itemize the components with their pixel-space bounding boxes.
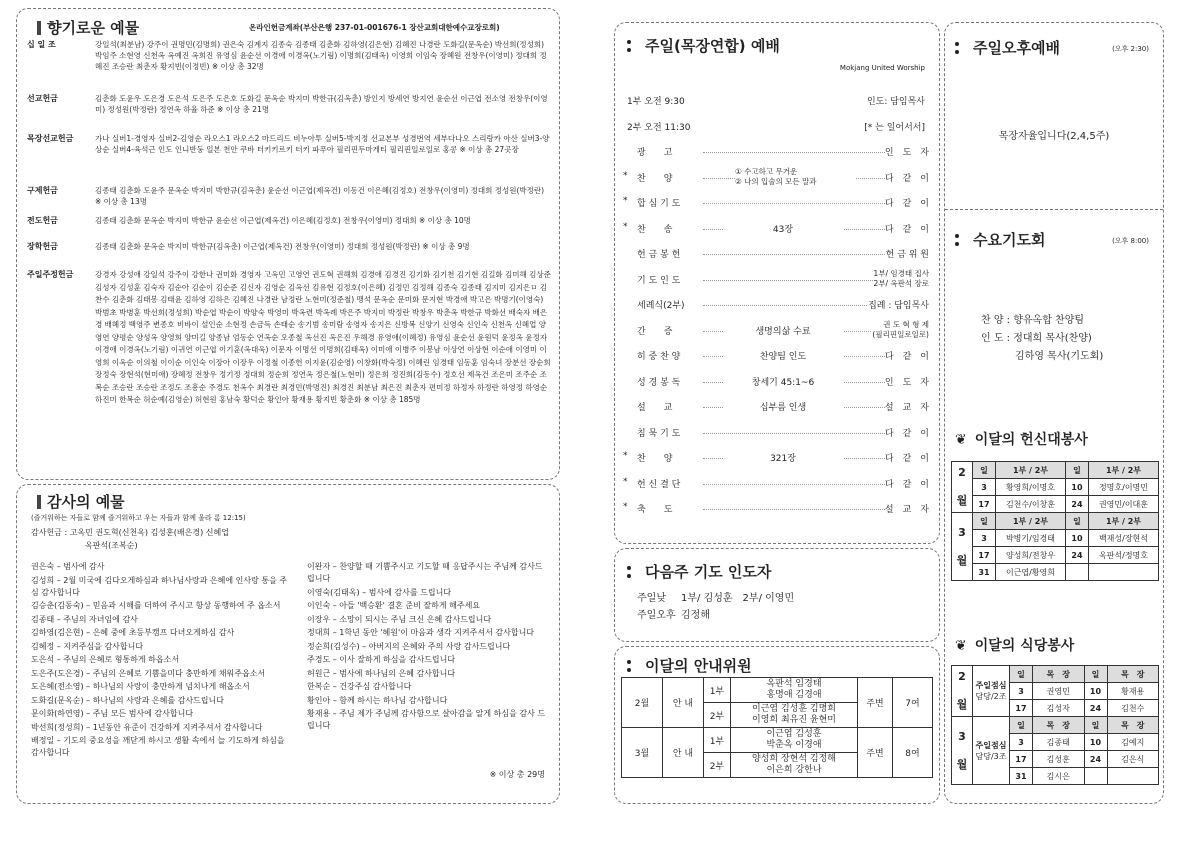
- leaf-icon: ❦: [955, 432, 967, 448]
- order-name: 기 도 인 도: [637, 275, 681, 286]
- thanks-item: 이장우 – 소망이 되시는 주님 크신 은혜 감사드립니다: [307, 614, 492, 624]
- offering-row: 전도헌금 김종태 김춘화 문옥순 박지미 박한규 윤순선 이근엽(제옥건) 이은혜(김정호) 전창우(이영미) 정대희 ※ 이상 총 10명: [27, 216, 471, 225]
- gamsa-line: 감사헌금 : 고옥민 권도혁(신천옥) 김성훈(배은경) 신혜업: [31, 528, 229, 537]
- month-cell: 2 월: [952, 666, 973, 717]
- right-box: [944, 22, 1164, 804]
- table-header: 일: [1010, 666, 1033, 683]
- table-cell: 10: [1066, 479, 1089, 496]
- table-cell: [1066, 564, 1089, 581]
- thanks-item: 주경도 – 이사 잘하게 하심을 감사드립니다: [307, 655, 456, 664]
- table-header: 일: [1066, 513, 1089, 530]
- order-leader: 다 같 이: [885, 426, 929, 439]
- worship-leader: 인도: 담임목사: [866, 97, 925, 107]
- dotted-leader: [703, 254, 913, 255]
- stand-mark: *: [623, 170, 628, 181]
- worship-stand-note: [* 는 일어서서]: [864, 123, 925, 133]
- order-item: [623, 222, 929, 238]
- order-leader: 다 같 이: [885, 477, 929, 490]
- ushers-table: 2월 안 내 1부 옥판석 임경태 홍명애 김경애 주변 7여 2부 이근엽 김성훈 김명희 이영희 최유진 윤현미 3월 안 내 1부 이근엽 김성훈 박춘옥 이경애 주변 8여 2부 양성희 장현석 김정해 이은희 강한나: [621, 677, 933, 778]
- order-name: 설 교: [637, 403, 673, 413]
- order-leader: 헌 금 위 원: [886, 247, 929, 260]
- thanks-item: 이영숙(김태옥) – 범사에 감사를 드립니다: [307, 587, 452, 597]
- order-detail: 창세기 45:1~6: [723, 375, 843, 388]
- order-leader: 설 교 자: [885, 502, 929, 515]
- worship-box: [614, 22, 940, 544]
- thanks-item: 도은석 – 주님의 은혜로 형통하게 하옵소서: [31, 655, 180, 664]
- stand-mark: *: [623, 451, 628, 461]
- offerings-title: 향기로운 예물: [37, 17, 139, 38]
- table-cell: [1089, 564, 1159, 581]
- table-cell: 3: [1010, 734, 1033, 751]
- table-header: 일: [973, 462, 996, 479]
- worship-time1: 1부 오전 9:30: [627, 97, 685, 107]
- order-leader: 권 도 혁 형 제 (필리핀일로일로): [872, 319, 929, 339]
- order-item: [623, 502, 929, 518]
- dotted-bullet-icon: [627, 660, 639, 672]
- table-header: 일: [1084, 717, 1107, 734]
- order-name: 헌 신 결 단: [637, 479, 681, 490]
- table-cell: 3: [973, 479, 996, 496]
- order-detail: ① 수고하고 무거운 ② 나의 입술의 모든 말과: [735, 167, 855, 187]
- order-leader: 인 도 자: [885, 145, 929, 158]
- order-leader: 설 교 자: [885, 400, 929, 413]
- thanks-item: 권은숙 – 범사에 감사: [31, 562, 105, 571]
- thanks-item: 도은주(도은경) – 주님의 은혜로 기쁨을미다 충만하게 채워주옵소서: [31, 668, 266, 678]
- table-row: [952, 496, 1159, 513]
- table-row: [952, 479, 1159, 496]
- order-item: [623, 247, 929, 263]
- duty-label: 주일점심 담당/2조: [973, 666, 1010, 717]
- table-cell: [1107, 768, 1159, 785]
- devotion-title: ❦ 이달의 헌신대봉사: [955, 432, 1088, 448]
- order-item: [623, 166, 929, 187]
- thanks-item: 허원근 – 범사에 하나님의 은혜 감사합니다: [307, 668, 456, 678]
- thanks-right-list: [307, 561, 549, 734]
- bank-account: 온라인헌금계좌(부산은행 237-01-001676-1 장산교회대한예수교장로회): [249, 23, 500, 32]
- table-row: [952, 547, 1159, 564]
- worship-title: 주일(목장연합) 예배: [627, 35, 780, 56]
- table-cell: 24: [1084, 751, 1107, 768]
- thanks-item: 김종태 – 주님의 자녀임에 감사: [31, 614, 138, 624]
- thanks-item: 도화길(문옥순) – 하나님의 사랑과 은혜를 감사드립니다: [31, 695, 224, 705]
- order-name: 합 심 기 도: [637, 199, 681, 209]
- wednesday-row: 김하영 목사(기도회): [1015, 351, 1104, 362]
- stand-mark: *: [623, 476, 628, 487]
- table-cell: 김성자: [1033, 700, 1085, 717]
- order-detail: 찬양팀 인도: [723, 349, 843, 362]
- thanks-item: 도은혜(전소영) – 하나님의 사랑이 충만하게 넘치나게 해옵소서: [31, 682, 250, 691]
- table-header: 1부 / 2부: [996, 462, 1066, 479]
- order-leader: 인 도 자: [885, 375, 929, 388]
- table-header: 1부 / 2부: [996, 513, 1066, 530]
- wednesday-row: 인 도 : 정대희 목사(찬양): [981, 333, 1092, 344]
- thanks-item: 이인숙 – 아들 '백승환' 결혼 준비 잘하게 해주세요: [307, 601, 481, 610]
- cafeteria-table: [951, 665, 1159, 785]
- table-header: 목 장: [1033, 666, 1085, 683]
- order-leader: 다 같 이: [885, 171, 929, 184]
- table-cell: 31: [1010, 768, 1033, 785]
- table-row: [952, 564, 1159, 581]
- table-cell: 권영민: [1033, 683, 1085, 700]
- table-cell: 이근엽/황영희: [996, 564, 1066, 581]
- order-detail: 321장: [723, 451, 843, 464]
- table-cell: 김예지: [1107, 734, 1159, 751]
- offering-row: 선교헌금 김춘화 도윤우 도은경 도은석 도은주 도은호 도화길 문옥순 박지미 박한규(김옥춘) 방인지 방세연 방지연 윤순선 이근엽 전소영 전창우(이영미) 정성원(박정란) 정연옥 하율 하준 ※ 이상 총 21명: [27, 94, 548, 114]
- order-detail: 생명의삶 수료: [723, 324, 843, 337]
- thanks-item: 이완자 – 찬양할 때 기쁨주시고 기도할 때 응답주시는 주님께 감사드립니다: [307, 562, 543, 583]
- order-name: 축 도: [637, 505, 673, 515]
- thanks-box: [16, 484, 560, 804]
- order-name: 성 경 봉 독: [637, 377, 681, 388]
- next-prayer-row: 주일오후 김정해: [637, 610, 710, 621]
- table-header: 1부 / 2부: [1089, 462, 1159, 479]
- table-cell: 3: [973, 530, 996, 547]
- afternoon-title: 주일오후예배: [955, 37, 1060, 58]
- thanks-verse: (즐거워하는 자들로 함께 즐거워하고 우는 자들과 함께 울라 롬 12:15): [31, 514, 246, 522]
- order-item: [623, 375, 929, 391]
- dotted-bullet-icon: [627, 566, 639, 578]
- dotted-leader: [703, 509, 913, 510]
- order-item: [623, 145, 929, 161]
- wednesday-time: (오후 8:00): [1112, 237, 1149, 245]
- next-prayer-box: [614, 548, 940, 642]
- order-name: 간 증: [637, 326, 673, 337]
- offering-row: 목장선교헌금 가나 실버1-경영자 실버2-김영순 라오스1 라오스2 마드리드 비누아투 실버5-박지정 선교본부 성경번역 세부다나오 스리랑카 아산 실버3-양상순 실버4-육석근 인도 인니반둥 일본 천안 쿠바 터키키르키 터키 파푸아 필리핀두마게티 필리핀일로일로 홍콩 ※ 이상 총 27곳장: [27, 134, 550, 154]
- order-item: [623, 400, 929, 416]
- order-name: 찬 송: [637, 224, 673, 235]
- bar-icon: [37, 495, 41, 509]
- stand-mark: *: [623, 502, 628, 512]
- dotted-bullet-icon: [955, 42, 967, 54]
- cafeteria-title: ❦ 이달의 식당봉사: [955, 638, 1075, 654]
- table-cell: 옥판석/정명호: [1089, 547, 1159, 564]
- leaf-icon: ❦: [955, 638, 967, 654]
- table-cell: 양성희/전창우: [996, 547, 1066, 564]
- dotted-leader: [703, 203, 913, 204]
- thanks-item: 한복순 – 건강주심 감사합니다: [307, 682, 412, 691]
- ushers-title: 이달의 안내위원: [627, 655, 752, 676]
- order-name: 히 중 찬 양: [637, 352, 681, 362]
- order-name: 침 묵 기 도: [637, 428, 681, 439]
- table-cell: 17: [1010, 751, 1033, 768]
- thanks-item: 박선희(정성희) – 1년동안 유준이 건강하게 지켜주셔서 감사합니다: [31, 722, 263, 732]
- stand-mark: *: [623, 221, 628, 232]
- month-cell: 3 월: [952, 513, 973, 581]
- offering-row: 장학헌금 김종태 김춘화 문옥순 박지미 박한규(김옥춘) 이근엽(제옥건) 전창우(이영미) 정대희 정성원(박정란) ※ 이상 총 9명: [27, 242, 470, 251]
- table-cell: 17: [973, 547, 996, 564]
- table-header: 일: [1066, 462, 1089, 479]
- table-header: 목 장: [1033, 717, 1085, 734]
- order-name: 찬 양: [637, 454, 673, 464]
- table-header: 목 장: [1107, 717, 1159, 734]
- month-cell: 2 월: [952, 462, 973, 513]
- table-header: 일: [1084, 666, 1107, 683]
- afternoon-text: 목장자율입니다(2,4,5주): [998, 131, 1110, 142]
- table-cell: 김은식: [1107, 751, 1159, 768]
- table-cell: 24: [1066, 547, 1089, 564]
- divider: [945, 209, 1163, 210]
- order-item: [623, 349, 929, 365]
- table-cell: [1084, 768, 1107, 785]
- order-name: 찬 양: [637, 173, 673, 184]
- wednesday-row: 찬 양 : 향유옥합 찬양팀: [981, 315, 1085, 326]
- order-name: 헌 금 봉 헌: [637, 250, 681, 260]
- offerings-box: [16, 8, 560, 480]
- order-item: [623, 196, 929, 212]
- table-cell: 김성훈: [1033, 751, 1085, 768]
- order-detail: 43장: [723, 222, 843, 235]
- offering-row: 주일주정헌금 강경자 강성애 강일석 강주이 강한나 권미화 경영자 고옥민 고영연 권도혁 권해희 김경애 김경진 김기화 김기천 김기현 김길화 김미해 김상준 김성자 김성훈 김숙자 김순아 김순이 김순준 김신자 김영순 김옥선 김유현 김정호(이은혜) 김정민 김정해 김종숙 김종태 김지미 김지은ㅁ 김찬수 김춘화 김태봉 김태윤 김하영 김하은 김혜진 나경란 남정란 노현미(정준철) 맹석 문옥순 문미화 문지현 박경애 박고은 박명기(이영숙) 박범초 박병훈 박선희(정성희) 박순엽 박순이 박양숙 박영미 박옥련 박옥례 박은주 박지미 박정란 박창우 박춘옥 박한규 박화선 배숙자 배은경 배혜정 백영주 변종호 비바이 설인순 소현정 손금득 손태순 송기범 송미람 송영자 송지은 신방복 신양기 신영숙 신인숙 신천옥 신혜업 양영연 양평순 양성옥 양영희 양미길 양종남 엄동순 연옥순 오종철 옥선진 옥은진 우해경 유영애(이혜정) 유영심 윤순선 윤원덕 윤정옥 윤정자 이경애 이경옥(노기림) 이귀연 이근엽 이기훈(옥대욱) 이문자 이명선 이명희(김태옥) 이미애 이병주 이봉남 이상연 이상현 이순애 이영미 이영희 이옥순 이의철 이이순 이인숙 이장아 이장우 이정철 이종헌 이지윤(김순영) 이창화(박숙정) 이혜린 임경태 임동훈 임숙녀 장분선 장순희 장정숙 장현석(현미애) 장혜정 전창우 정기정 정대희 정순희 정연옥 정은철(노현미) 정은희 정진희(김동수) 정호선 제옥건 조은미 조주순 조복순 조승란 조승란 조정도 조흥순 주경도 천옥수 최경란 최경민(박명진) 최경진 최분남 최은진 최춘자 편미정 하정자 하정란 하영정 하영순 하진미 한복순 허순예(김영순) 허현원 홍남숙 황덕순 황인아 황재용 황지빈 황춘화 ※ 이상 총 185명: [27, 270, 551, 404]
- worship-time2: 2부 오전 11:30: [627, 123, 691, 133]
- thanks-item: 김혜정 – 지켜주심을 감사합니다: [31, 641, 144, 651]
- order-item: [623, 426, 929, 442]
- table-cell: 백재성/장현석: [1089, 530, 1159, 547]
- dotted-leader: [703, 152, 913, 153]
- thanks-item: 황재용 – 주님 제가 주님께 감사함으로 살아감을 알게 하심을 감사 드립니다: [307, 709, 546, 730]
- table-cell: 24: [1066, 496, 1089, 513]
- order-detail: 십부름 인생: [723, 400, 843, 413]
- order-item: [623, 451, 929, 467]
- thanks-left-list: [31, 561, 291, 761]
- thanks-item: 정대희 – 1학년 동안 '혜원'이 마음과 생각 지켜주셔서 감사합니다: [307, 628, 535, 637]
- usher-names: 이근엽 김성훈 박춘옥 이경애: [731, 728, 858, 753]
- order-item: [623, 268, 929, 289]
- thanks-item: 김성희 – 2월 미국에 김다오게하심과 하나님사랑과 은혜에 인사랑 통을 주심 감사합니다: [31, 575, 288, 597]
- table-cell: 황재용: [1107, 683, 1159, 700]
- dotted-bullet-icon: [955, 234, 967, 246]
- table-header: 목 장: [1107, 666, 1159, 683]
- thanks-item: 정순희(김성수) – 아버지의 은혜와 주의 사랑 감사드립니다: [307, 641, 511, 651]
- thanks-item: 문이화(하연영) – 주님 모든 범사에 감사합니다: [31, 709, 194, 718]
- next-prayer-title: 다음주 기도 인도자: [627, 561, 771, 582]
- table-cell: 10: [1066, 530, 1089, 547]
- table-cell: 31: [973, 564, 996, 581]
- next-prayer-row: 주일낮 1부/ 김성훈 2부/ 이영민: [637, 593, 795, 604]
- table-row: [952, 530, 1159, 547]
- thanks-title: 감사의 예물: [37, 491, 125, 512]
- order-leader: 다 같 이: [885, 349, 929, 362]
- thanks-item: 황인아 – 함께 하시는 하나님 감사합니다: [307, 695, 448, 705]
- order-leader: 다 같 이: [885, 451, 929, 464]
- afternoon-time: (오후 2:30): [1112, 45, 1149, 53]
- table-cell: 24: [1084, 700, 1107, 717]
- devotion-table: [951, 461, 1159, 581]
- table-cell: 황영희/이명호: [996, 479, 1066, 496]
- order-item: [623, 477, 929, 493]
- table-cell: 17: [1010, 700, 1033, 717]
- order-leader: 1부/ 임경태 집사 2부/ 옥판석 장로: [873, 268, 929, 288]
- table-cell: 김시은: [1033, 768, 1085, 785]
- usher-names: 양성희 장현석 김정해 이은희 강한나: [731, 753, 858, 778]
- stand-mark: *: [623, 196, 628, 206]
- thanks-item: 김승춘(김동숙) – 믿음과 시해를 더하여 주시고 항상 동행하여 주 옵소서: [31, 601, 281, 610]
- bar-icon: [37, 21, 41, 35]
- table-cell: 17: [973, 496, 996, 513]
- usher-names: 이근엽 김성훈 김명희 이영희 최유진 윤현미: [731, 703, 858, 728]
- order-leader: 집례 : 담임목사: [868, 298, 929, 311]
- offering-row: 십 일 조 강일석(최분남) 강주이 권명민(김명희) 권은숙 김계지 김종숙 김종태 김춘화 김하영(김은현) 김혜진 나경란 도화길(문옥순) 박선희(정성희) 박임주 소현영 신천옥 옥예진 옥희진 유영심 윤순선 이경애 이경옥(노기림) 이명희(김태옥) 이영희 이임숙 장혜원 전창우(이영미) 정대희 정혜진 조승란 최춘자 황지빈(이정빈) ※ 이상 총 32명: [27, 40, 547, 71]
- dotted-bullet-icon: [627, 40, 639, 52]
- wednesday-title: 수요기도회: [955, 229, 1045, 250]
- dotted-leader: [703, 484, 913, 485]
- duty-label: 주일점심 담당/3조: [973, 717, 1010, 785]
- table-cell: 권영민/이대훈: [1089, 496, 1159, 513]
- table-cell: 김종태: [1033, 734, 1085, 751]
- order-item: [623, 319, 929, 340]
- table-header: 일: [973, 513, 996, 530]
- thanks-item: 김하영(김은현) – 은혜 중에 초등부캠프 다녀오게하심 감사: [31, 628, 235, 637]
- table-header: 일: [1010, 717, 1033, 734]
- ushers-box: [614, 646, 940, 804]
- dotted-leader: [703, 433, 913, 434]
- table-cell: 10: [1084, 734, 1107, 751]
- order-item: [623, 298, 929, 314]
- table-cell: 3: [1010, 683, 1033, 700]
- table-cell: 정명호/이명민: [1089, 479, 1159, 496]
- table-cell: 김천수/이창훈: [996, 496, 1066, 513]
- order-name: 세례식(2부): [637, 301, 685, 311]
- table-header: 1부 / 2부: [1089, 513, 1159, 530]
- table-cell: 김천수: [1107, 700, 1159, 717]
- usher-names: 옥판석 임경태 홍명애 김경애: [731, 678, 858, 703]
- table-cell: 10: [1084, 683, 1107, 700]
- month-cell: 3 월: [952, 717, 973, 785]
- offering-row: 구제헌금 김종태 김춘화 도윤주 문옥순 박지미 박한규(김옥춘) 윤순선 이근엽(제옥건) 이동건 이은혜(김정호) 전창우(이영미) 정대희 정성원(박정란) ※ 이상 총 13명: [27, 186, 545, 206]
- table-cell: 박병기/임경태: [996, 530, 1066, 547]
- order-leader: 다 같 이: [885, 222, 929, 235]
- order-name: 광 고: [637, 148, 673, 158]
- thanks-total: ※ 이상 총 29명: [489, 770, 545, 779]
- gamsa-line2: 옥판석(조복순): [85, 541, 138, 550]
- thanks-item: 배정일 – 기도의 중요성을 깨닫게 하시고 생활 속에서 늘 기도하게 하심을 감사합니다: [31, 736, 285, 757]
- order-leader: 다 같 이: [885, 196, 929, 209]
- worship-subtitle: Mokjang United Worship: [839, 64, 925, 72]
